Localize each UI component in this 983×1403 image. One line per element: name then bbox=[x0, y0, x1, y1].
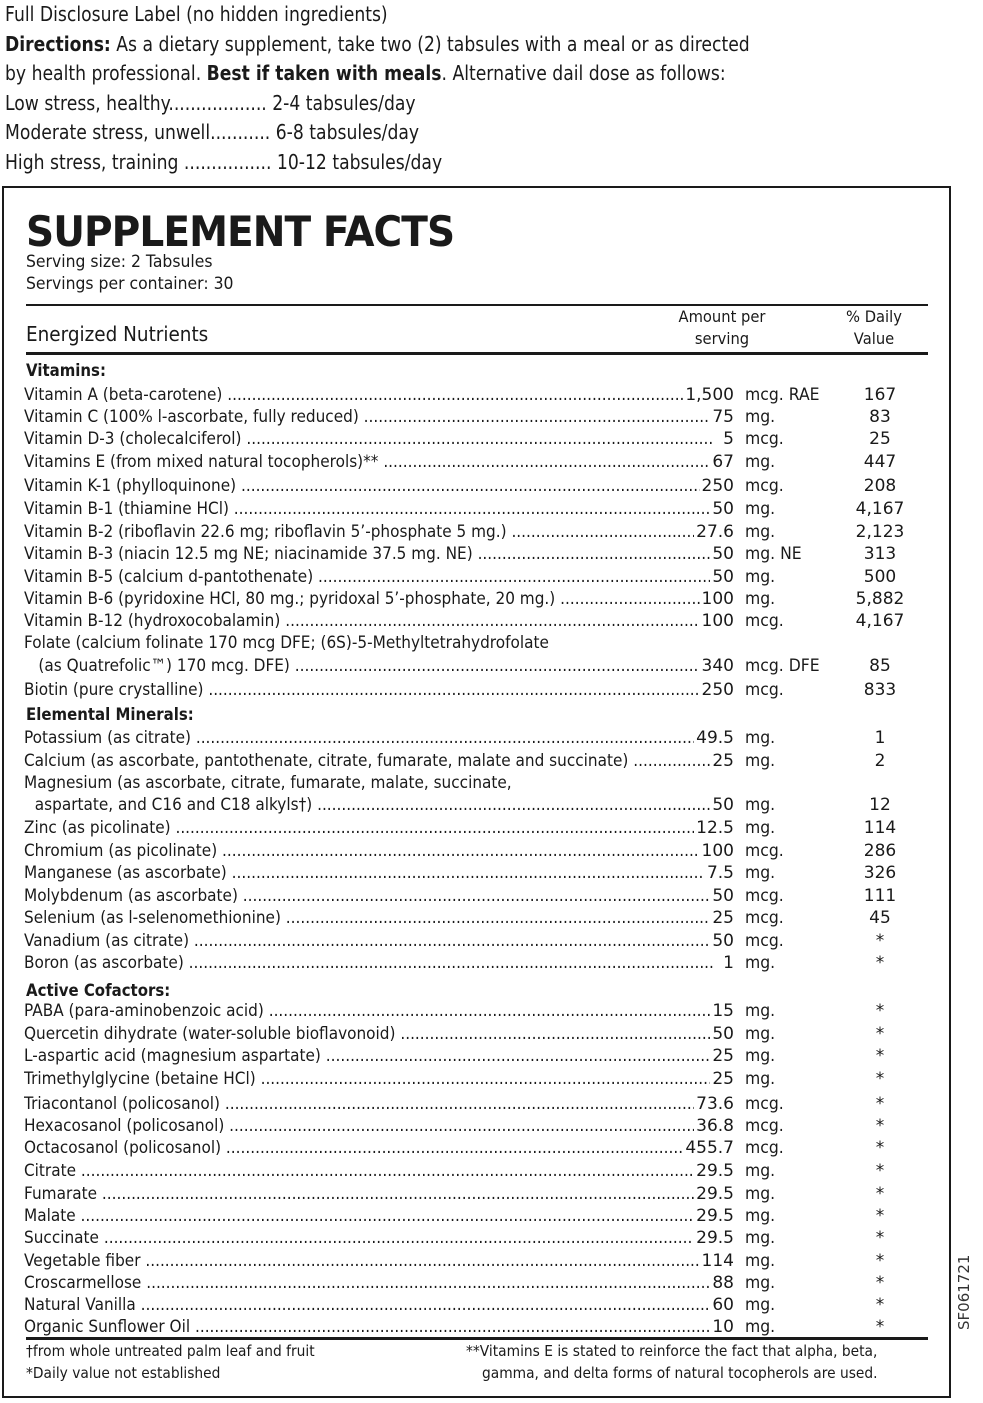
nutrient-unit: mcg. bbox=[745, 476, 784, 496]
nutrient-name: Vitamin B-6 (pyridoxine HCl, 80 mg.; pyridoxal 5’-phosphate, 20 mg.) ..... bbox=[24, 588, 714, 610]
nutrient-daily-value: 114 bbox=[863, 818, 897, 838]
section-minerals: Elemental Minerals: bbox=[26, 705, 194, 725]
directions-text-2: by health professional. bbox=[5, 61, 207, 86]
nutrient-name: Vegetable fiber ..... bbox=[24, 1250, 714, 1272]
nutrient-row bbox=[24, 566, 904, 588]
nutrient-name-wrap bbox=[24, 1045, 714, 1067]
nutrient-unit: mcg. RAE bbox=[745, 385, 820, 405]
nutrient-unit: mcg. bbox=[745, 886, 784, 906]
directions-block bbox=[5, 0, 965, 178]
servings-per-container: Servings per container: 30 bbox=[26, 274, 234, 294]
nutrient-unit: mg. bbox=[745, 407, 776, 427]
nutrient-name: Malate ..... bbox=[24, 1205, 714, 1227]
nutrient-row bbox=[24, 952, 904, 974]
nutrient-name-wrap bbox=[24, 952, 714, 974]
nutrient-unit: mcg. bbox=[745, 1138, 784, 1158]
nutrient-unit: mcg. bbox=[745, 931, 784, 951]
nutrient-row bbox=[24, 679, 904, 701]
nutrient-amount: 340 bbox=[701, 656, 734, 676]
nutrient-daily-value: 286 bbox=[863, 841, 897, 861]
nutrient-amount: 100 bbox=[701, 589, 734, 609]
nutrient-amount: 50 bbox=[712, 886, 734, 906]
nutrient-name-wrap bbox=[24, 1000, 714, 1022]
nutrient-row bbox=[24, 817, 904, 839]
nutrient-amount: 25 bbox=[712, 1046, 734, 1066]
nutrient-amount: 25 bbox=[712, 751, 734, 771]
nutrient-daily-value: * bbox=[875, 1206, 885, 1226]
nutrient-daily-value: 2,123 bbox=[855, 522, 905, 542]
magnesium-line-1: Magnesium (as ascorbate, citrate, fumarate, malate, succinate, bbox=[24, 773, 512, 793]
nutrient-daily-value: * bbox=[875, 1295, 885, 1315]
nutrient-unit: mg. bbox=[745, 1024, 776, 1044]
nutrient-amount: 50 bbox=[712, 795, 734, 815]
nutrient-unit: mg. bbox=[745, 795, 776, 815]
nutrient-name: Boron (as ascorbate) ..... bbox=[24, 952, 714, 974]
nutrient-name: Chromium (as picolinate) ..... bbox=[24, 840, 714, 862]
nutrient-amount: 5 bbox=[723, 429, 734, 449]
nutrient-name: Vitamin B-2 (riboflavin 22.6 mg; riboflavin 5’-phosphate 5 mg.) ..... bbox=[24, 521, 714, 543]
nutrient-unit: mcg. bbox=[745, 1116, 784, 1136]
nutrient-amount: 1 bbox=[723, 953, 734, 973]
nutrient-row bbox=[24, 840, 904, 862]
nutrient-amount: 455.7 bbox=[685, 1138, 734, 1158]
nutrient-row bbox=[24, 384, 904, 406]
nutrient-amount: 67 bbox=[712, 452, 734, 472]
nutrient-daily-value: 208 bbox=[863, 476, 897, 496]
nutrient-unit: mg. bbox=[745, 1251, 776, 1271]
nutrient-daily-value: 4,167 bbox=[855, 611, 905, 631]
nutrient-row bbox=[24, 794, 904, 816]
nutrient-amount: 15 bbox=[712, 1001, 734, 1021]
nutrient-amount: 25 bbox=[712, 908, 734, 928]
nutrient-name: Selenium (as l-selenomethionine) ..... bbox=[24, 907, 714, 929]
nutrient-name: L-aspartic acid (magnesium aspartate) ..... bbox=[24, 1045, 714, 1067]
nutrient-daily-value: * bbox=[875, 1046, 885, 1066]
nutrient-row bbox=[24, 862, 904, 884]
nutrient-unit: mg. bbox=[745, 1295, 776, 1315]
nutrient-name-wrap bbox=[24, 655, 714, 677]
nutrient-amount: 75 bbox=[712, 407, 734, 427]
directions-line bbox=[5, 30, 831, 60]
nutrient-name: Calcium (as ascorbate, pantothenate, citrate, fumarate, malate and succinate) ..... bbox=[24, 750, 714, 772]
nutrient-row bbox=[24, 521, 904, 543]
nutrient-amount: 29.5 bbox=[696, 1184, 734, 1204]
nutrient-daily-value: 45 bbox=[869, 908, 891, 928]
nutrient-row bbox=[24, 1068, 904, 1090]
nutrient-unit: mg. bbox=[745, 1001, 776, 1021]
alt-dose-text: . Alternative dail dose as follows: bbox=[441, 61, 726, 86]
nutrient-name: Vitamin B-3 (niacin 12.5 mg NE; niacinamide 37.5 mg. NE) ..... bbox=[24, 543, 714, 565]
nutrient-name: Vitamin C (100% l-ascorbate, fully reduced) ..... bbox=[24, 406, 714, 428]
nutrient-name-wrap bbox=[24, 1160, 714, 1182]
nutrient-amount: 36.8 bbox=[696, 1116, 734, 1136]
nutrient-name-wrap bbox=[24, 930, 714, 952]
nutrient-unit: mcg. DFE bbox=[745, 656, 820, 676]
nutrient-unit: mg. bbox=[745, 499, 776, 519]
nutrient-daily-value: 313 bbox=[863, 544, 897, 564]
label-code: SF061721 bbox=[955, 1254, 973, 1330]
energized-nutrients-heading: Energized Nutrients bbox=[26, 322, 209, 346]
directions-line-2 bbox=[5, 59, 831, 89]
nutrient-name-wrap bbox=[24, 840, 714, 862]
nutrient-daily-value: * bbox=[875, 1116, 885, 1136]
directions-label: Directions: bbox=[5, 31, 111, 56]
nutrient-name-wrap bbox=[24, 475, 714, 497]
nutrient-name: (as Quatrefolic™) 170 mcg. DFE) ..... bbox=[24, 655, 714, 677]
nutrient-name-wrap bbox=[24, 406, 714, 428]
nutrient-amount: 1,500 bbox=[685, 385, 734, 405]
nutrient-unit: mg. bbox=[745, 452, 776, 472]
nutrient-unit: mg. bbox=[745, 522, 776, 542]
nutrient-daily-value: * bbox=[875, 1251, 885, 1271]
dose-low: Low stress, healthy.................. 2-4 tabsules/day bbox=[5, 90, 416, 115]
nutrient-daily-value: * bbox=[875, 1317, 885, 1337]
nutrient-unit: mg. bbox=[745, 953, 776, 973]
nutrient-daily-value: 25 bbox=[869, 429, 891, 449]
nutrient-row bbox=[24, 543, 904, 565]
nutrient-daily-value: * bbox=[875, 1138, 885, 1158]
nutrient-name-wrap bbox=[24, 451, 714, 473]
nutrient-unit: mg. bbox=[745, 751, 776, 771]
facts-title: SUPPLEMENT FACTS bbox=[26, 207, 455, 256]
nutrient-name: Vitamin A (beta-carotene) ..... bbox=[24, 384, 714, 406]
nutrient-name: Triacontanol (policosanol) ..... bbox=[24, 1093, 714, 1115]
nutrient-name-wrap bbox=[24, 1250, 714, 1272]
nutrient-name: Croscarmellose ..... bbox=[24, 1272, 714, 1294]
nutrient-daily-value: 83 bbox=[869, 407, 891, 427]
nutrient-row bbox=[24, 930, 904, 952]
nutrient-name-wrap bbox=[24, 428, 714, 450]
nutrient-daily-value: 167 bbox=[863, 385, 897, 405]
nutrient-daily-value: 326 bbox=[863, 863, 897, 883]
nutrient-unit: mg. bbox=[745, 1206, 776, 1226]
nutrient-unit: mcg. bbox=[745, 1094, 784, 1114]
nutrient-name-wrap bbox=[24, 750, 714, 772]
nutrient-name: Quercetin dihydrate (water-soluble bioflavonoid) ..... bbox=[24, 1023, 714, 1045]
nutrient-row bbox=[24, 588, 904, 610]
section-cofactors: Active Cofactors: bbox=[26, 981, 171, 1001]
nutrient-row bbox=[24, 406, 904, 428]
nutrient-amount: 88 bbox=[712, 1273, 734, 1293]
nutrient-name: Octacosanol (policosanol) ..... bbox=[24, 1137, 714, 1159]
nutrient-name-wrap bbox=[24, 907, 714, 929]
nutrient-name: Manganese (as ascorbate) ..... bbox=[24, 862, 714, 884]
nutrient-daily-value: 833 bbox=[863, 680, 897, 700]
dose-moderate: Moderate stress, unwell........... 6-8 tabsules/day bbox=[5, 120, 420, 145]
nutrient-row bbox=[24, 1115, 904, 1137]
nutrient-row bbox=[24, 1023, 904, 1045]
folate-line-1: Folate (calcium folinate 170 mcg DFE; (6S)-5-Methyltetrahydrofolate bbox=[24, 633, 549, 653]
nutrient-daily-value: 111 bbox=[863, 886, 897, 906]
nutrient-unit: mg. bbox=[745, 728, 776, 748]
best-with-meals: Best if taken with meals bbox=[206, 61, 442, 86]
nutrient-name: Vanadium (as citrate) ..... bbox=[24, 930, 714, 952]
nutrient-name-wrap bbox=[24, 1294, 714, 1316]
nutrient-daily-value: 12 bbox=[869, 795, 891, 815]
nutrient-daily-value: 500 bbox=[863, 567, 897, 587]
nutrient-unit: mcg. bbox=[745, 841, 784, 861]
directions-text: As a dietary supplement, take two (2) tabsules with a meal or as directed bbox=[110, 31, 750, 56]
nutrient-amount: 29.5 bbox=[696, 1228, 734, 1248]
daily-value-heading: % Daily Value bbox=[846, 307, 902, 348]
nutrient-amount: 7.5 bbox=[706, 863, 734, 883]
nutrient-amount: 73.6 bbox=[696, 1094, 734, 1114]
nutrient-name: Fumarate ..... bbox=[24, 1183, 714, 1205]
nutrient-row bbox=[24, 1093, 904, 1115]
nutrient-amount: 25 bbox=[712, 1069, 734, 1089]
nutrient-amount: 114 bbox=[701, 1251, 734, 1271]
nutrient-name: PABA (para-aminobenzoic acid) ..... bbox=[24, 1000, 714, 1022]
nutrient-name: Trimethylglycine (betaine HCl) ..... bbox=[24, 1068, 714, 1090]
nutrient-amount: 50 bbox=[712, 499, 734, 519]
nutrient-daily-value: 447 bbox=[863, 452, 897, 472]
nutrient-amount: 250 bbox=[701, 476, 734, 496]
nutrient-unit: mg. bbox=[745, 567, 776, 587]
nutrient-row bbox=[24, 750, 904, 772]
nutrient-name-wrap bbox=[24, 498, 714, 520]
nutrient-amount: 100 bbox=[701, 611, 734, 631]
nutrient-name: Vitamins E (from mixed natural tocopherols)** ..... bbox=[24, 451, 714, 473]
nutrient-row bbox=[24, 428, 904, 450]
serving-size: Serving size: 2 Tabsules bbox=[26, 252, 213, 272]
nutrient-row bbox=[24, 1294, 904, 1316]
nutrient-name-wrap bbox=[24, 1115, 714, 1137]
footnote-daily-value: *Daily value not established bbox=[26, 1364, 221, 1382]
nutrient-name-wrap bbox=[24, 1093, 714, 1115]
amount-per-serving-heading: Amount per serving bbox=[678, 307, 766, 348]
nutrient-name-wrap bbox=[24, 862, 714, 884]
nutrient-name-wrap bbox=[24, 1272, 714, 1294]
footnote-vitamin-e-1: **Vitamins E is stated to reinforce the fact that alpha, beta, bbox=[466, 1342, 878, 1360]
nutrient-row bbox=[24, 885, 904, 907]
footnote-palm: †from whole untreated palm leaf and fruit bbox=[26, 1342, 315, 1360]
nutrient-name-wrap bbox=[24, 1068, 714, 1090]
nutrient-name: Vitamin B-12 (hydroxocobalamin) ..... bbox=[24, 610, 714, 632]
footnote-vitamin-e-2: gamma, and delta forms of natural tocopherols are used. bbox=[482, 1364, 878, 1382]
nutrient-name-wrap bbox=[24, 1183, 714, 1205]
nutrient-row bbox=[24, 655, 904, 677]
nutrient-row bbox=[24, 1137, 904, 1159]
nutrient-daily-value: 1 bbox=[874, 728, 886, 748]
nutrient-name: Potassium (as citrate) ..... bbox=[24, 727, 714, 749]
nutrient-name: Hexacosanol (policosanol) ..... bbox=[24, 1115, 714, 1137]
nutrient-unit: mcg. bbox=[745, 908, 784, 928]
nutrient-amount: 250 bbox=[701, 680, 734, 700]
nutrient-amount: 12.5 bbox=[696, 818, 734, 838]
dose-high: High stress, training ................ 10-12 tabsules/day bbox=[5, 149, 443, 174]
nutrient-name-wrap bbox=[24, 384, 714, 406]
nutrient-name-wrap bbox=[24, 817, 714, 839]
nutrient-unit: mcg. bbox=[745, 611, 784, 631]
nutrient-amount: 100 bbox=[701, 841, 734, 861]
nutrient-amount: 50 bbox=[712, 931, 734, 951]
nutrient-daily-value: 2 bbox=[874, 751, 886, 771]
nutrient-daily-value: * bbox=[875, 931, 885, 951]
nutrient-name-wrap bbox=[24, 679, 714, 701]
nutrient-row bbox=[24, 907, 904, 929]
nutrient-daily-value: 4,167 bbox=[855, 499, 905, 519]
nutrient-row bbox=[24, 1250, 904, 1272]
nutrient-amount: 29.5 bbox=[696, 1161, 734, 1181]
nutrient-row bbox=[24, 451, 904, 473]
nutrient-amount: 10 bbox=[712, 1317, 734, 1337]
nutrient-amount: 60 bbox=[712, 1295, 734, 1315]
nutrient-unit: mg. bbox=[745, 1273, 776, 1293]
section-vitamins: Vitamins: bbox=[26, 361, 106, 381]
nutrient-daily-value: 5,882 bbox=[855, 589, 905, 609]
nutrient-daily-value: * bbox=[875, 1228, 885, 1248]
nutrient-daily-value: * bbox=[875, 1161, 885, 1181]
nutrient-unit: mg. NE bbox=[745, 544, 802, 564]
nutrient-row bbox=[24, 1272, 904, 1294]
nutrient-row bbox=[24, 1316, 904, 1338]
nutrient-row bbox=[24, 1205, 904, 1227]
nutrient-daily-value: 85 bbox=[869, 656, 891, 676]
nutrient-daily-value: * bbox=[875, 1184, 885, 1204]
nutrient-unit: mg. bbox=[745, 1184, 776, 1204]
nutrient-name: Organic Sunflower Oil ..... bbox=[24, 1316, 714, 1338]
nutrient-name-wrap bbox=[24, 794, 714, 816]
nutrient-name-wrap bbox=[24, 1227, 714, 1249]
nutrient-name: Vitamin D-3 (cholecalciferol) ..... bbox=[24, 428, 714, 450]
nutrient-row bbox=[24, 1045, 904, 1067]
nutrient-row bbox=[24, 475, 904, 497]
nutrient-amount: 50 bbox=[712, 544, 734, 564]
nutrient-unit: mg. bbox=[745, 1161, 776, 1181]
nutrient-name-wrap bbox=[24, 1137, 714, 1159]
nutrient-row bbox=[24, 610, 904, 632]
nutrient-name-wrap bbox=[24, 727, 714, 749]
nutrient-daily-value: * bbox=[875, 1069, 885, 1089]
nutrient-unit: mg. bbox=[745, 1228, 776, 1248]
nutrient-name: Vitamin B-5 (calcium d-pantothenate) ..... bbox=[24, 566, 714, 588]
nutrient-daily-value: * bbox=[875, 1024, 885, 1044]
nutrient-name: Succinate ..... bbox=[24, 1227, 714, 1249]
supplement-facts-panel bbox=[2, 186, 951, 1398]
nutrient-row bbox=[24, 1227, 904, 1249]
nutrient-name: Biotin (pure crystalline) ..... bbox=[24, 679, 714, 701]
nutrient-daily-value: * bbox=[875, 953, 885, 973]
nutrient-name-wrap bbox=[24, 885, 714, 907]
nutrient-name: Citrate ..... bbox=[24, 1160, 714, 1182]
nutrient-amount: 29.5 bbox=[696, 1206, 734, 1226]
nutrient-name-wrap bbox=[24, 521, 714, 543]
nutrient-unit: mg. bbox=[745, 818, 776, 838]
nutrient-row bbox=[24, 727, 904, 749]
nutrient-amount: 50 bbox=[712, 1024, 734, 1044]
nutrient-name: Molybdenum (as ascorbate) ..... bbox=[24, 885, 714, 907]
nutrient-name-wrap bbox=[24, 543, 714, 565]
nutrient-name: Natural Vanilla ..... bbox=[24, 1294, 714, 1316]
nutrient-name-wrap bbox=[24, 1316, 714, 1338]
nutrient-unit: mcg. bbox=[745, 429, 784, 449]
nutrient-row bbox=[24, 498, 904, 520]
nutrient-row bbox=[24, 1000, 904, 1022]
nutrient-amount: 49.5 bbox=[696, 728, 734, 748]
nutrient-name-wrap bbox=[24, 588, 714, 610]
nutrient-unit: mcg. bbox=[745, 680, 784, 700]
disclosure-line: Full Disclosure Label (no hidden ingredients) bbox=[5, 2, 388, 26]
nutrient-unit: mg. bbox=[745, 1069, 776, 1089]
nutrient-name: Zinc (as picolinate) ..... bbox=[24, 817, 714, 839]
nutrient-name: aspartate, and C16 and C18 alkyls†) ..... bbox=[24, 794, 714, 816]
nutrient-unit: mg. bbox=[745, 1317, 776, 1337]
nutrient-unit: mg. bbox=[745, 863, 776, 883]
nutrient-row bbox=[24, 1160, 904, 1182]
nutrient-name: Vitamin K-1 (phylloquinone) ..... bbox=[24, 475, 714, 497]
nutrient-amount: 27.6 bbox=[696, 522, 734, 542]
nutrient-amount: 50 bbox=[712, 567, 734, 587]
nutrient-unit: mg. bbox=[745, 1046, 776, 1066]
nutrient-daily-value: * bbox=[875, 1094, 885, 1114]
nutrient-row bbox=[24, 1183, 904, 1205]
nutrient-name: Vitamin B-1 (thiamine HCl) ..... bbox=[24, 498, 714, 520]
nutrient-name-wrap bbox=[24, 566, 714, 588]
divider-header bbox=[26, 352, 928, 355]
nutrient-daily-value: * bbox=[875, 1001, 885, 1021]
nutrient-daily-value: * bbox=[875, 1273, 885, 1293]
divider-top bbox=[26, 304, 928, 306]
nutrient-name-wrap bbox=[24, 610, 714, 632]
nutrient-name-wrap bbox=[24, 1205, 714, 1227]
nutrient-name-wrap bbox=[24, 1023, 714, 1045]
nutrient-unit: mg. bbox=[745, 589, 776, 609]
